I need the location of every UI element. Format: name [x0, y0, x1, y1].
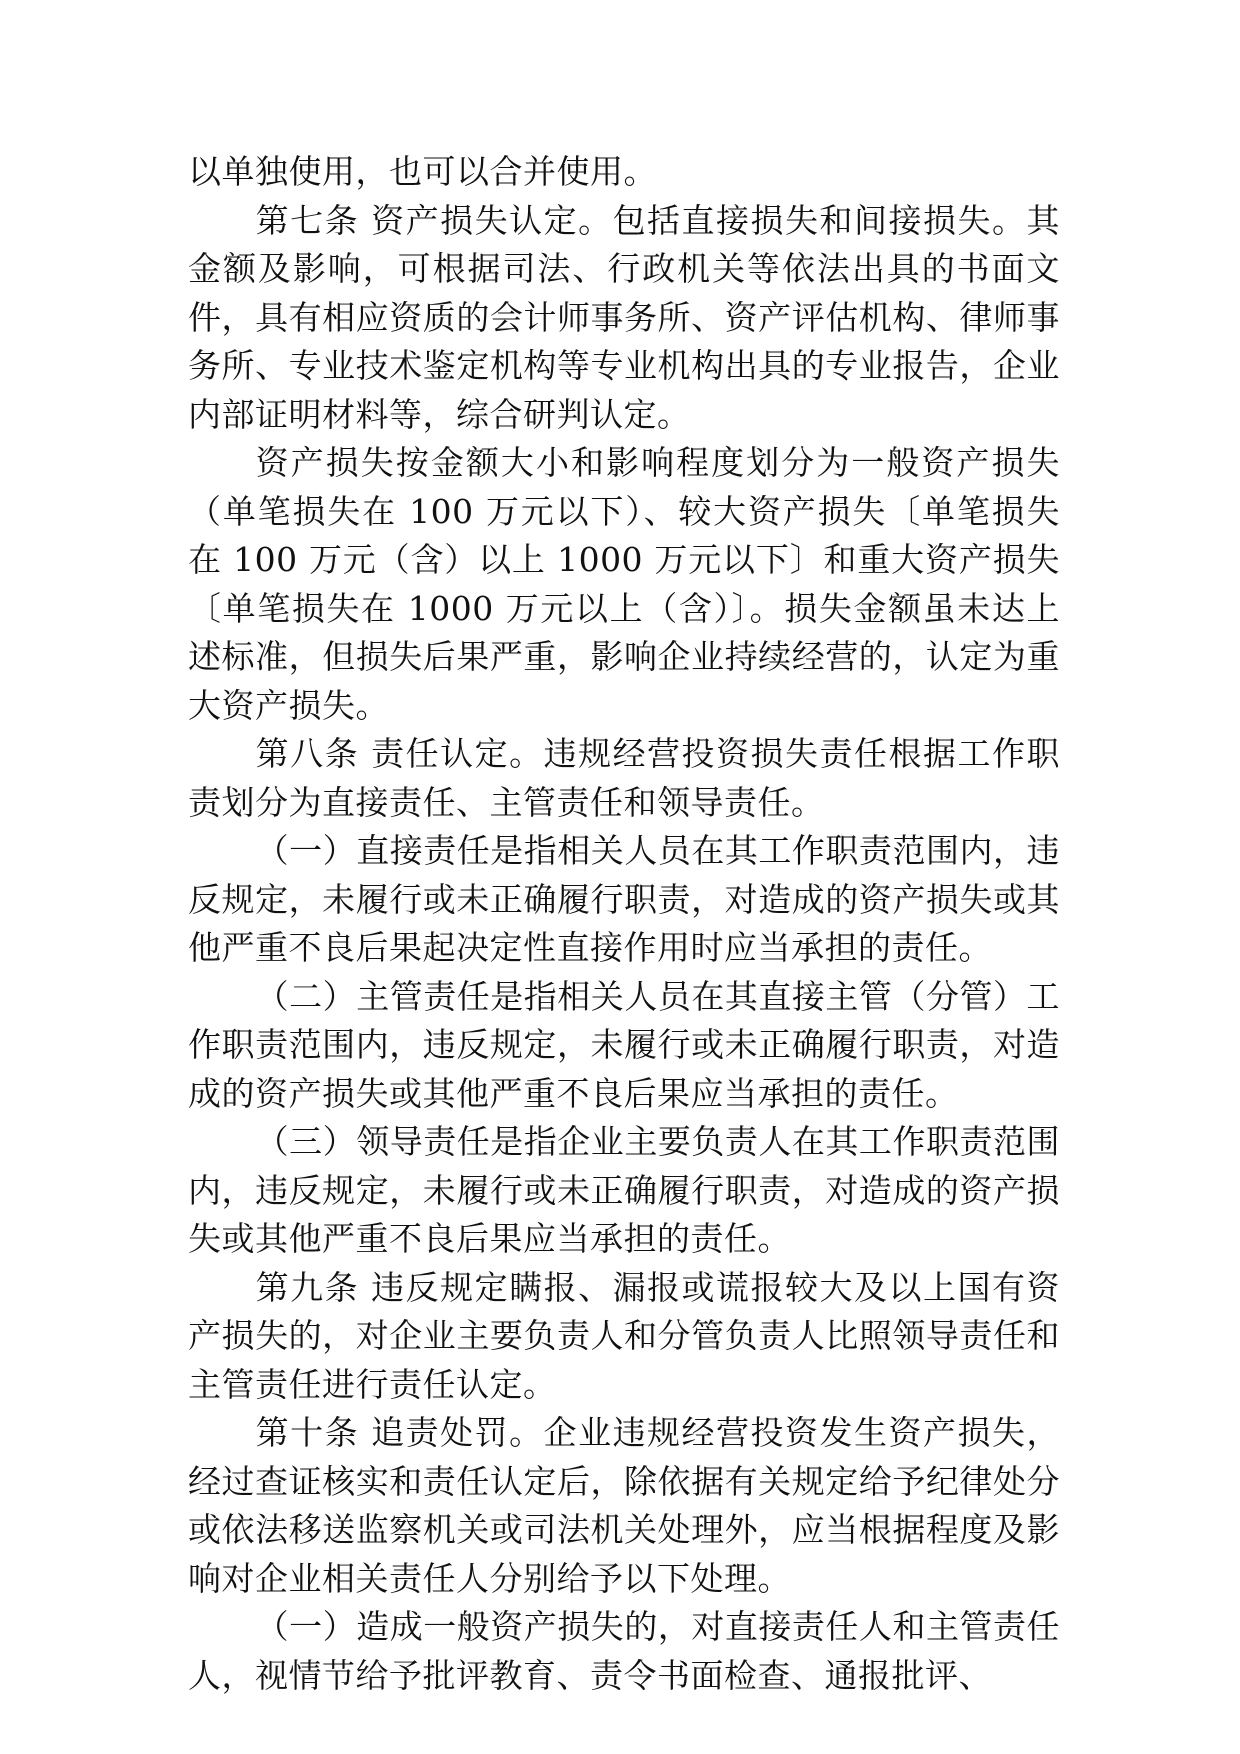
paragraph-article-7: 第七条 资产损失认定。包括直接损失和间接损失。其金额及影响，可根据司法、行政机关等依法出具的书面文件，具有相应资质的会计师事务所、资产评估机构、律师事务所、专业技术鉴定机构等专业机构出具的专业报告，企业内部证明材料等，综合研判认定。 — [188, 200, 1060, 434]
paragraph-direct-responsibility: （一）直接责任是指相关人员在其工作职责范围内，违反规定，未履行或未正确履行职责，对造成的资产损失或其他严重不良后果起决定性直接作用时应当承担的责任。 — [188, 831, 1060, 967]
document-body — [188, 148, 1060, 1700]
paragraph-general-loss-handling: （一）造成一般资产损失的，对直接责任人和主管责任人，视情节给予批评教育、责令书面检查、通报批评、 — [188, 1607, 1060, 1695]
paragraph-continuation: 以单独使用，也可以合并使用。 — [188, 152, 657, 191]
paragraph-article-10: 第十条 追责处罚。企业违规经营投资发生资产损失，经过查证核实和责任认定后，除依据有关规定给予纪律处分或依法移送监察机关或司法机关处理外，应当根据程度及影响对企业相关责任人分别给予以下处理。 — [188, 1413, 1060, 1598]
paragraph-supervisory-responsibility: （二）主管责任是指相关人员在其直接主管（分管）工作职责范围内，违反规定，未履行或未正确履行职责，对造成的资产损失或其他严重不良后果应当承担的责任。 — [188, 976, 1060, 1113]
paragraph-article-9: 第九条 违反规定瞒报、漏报或谎报较大及以上国有资产损失的，对企业主要负责人和分管负责人比照领导责任和主管责任进行责任认定。 — [188, 1267, 1060, 1404]
paragraph-loss-classification: 资产损失按金额大小和影响程度划分为一般资产损失（单笔损失在 100 万元以下）、较大资产损失〔单笔损失在 100 万元（含）以上 1000 万元以下〕和重大资产损失〔单笔损失在 1000 万元以上（含）〕。损失金额虽未达上述标准，但损失后果严重，影响企业持续经营的，认定为重大资产损失。 — [188, 443, 1060, 725]
paragraph-leadership-responsibility: （三）领导责任是指企业主要负责人在其工作职责范围内，违反规定，未履行或未正确履行职责，对造成的资产损失或其他严重不良后果应当承担的责任。 — [188, 1122, 1060, 1258]
paragraph-article-8: 第八条 责任认定。违规经营投资损失责任根据工作职责划分为直接责任、主管责任和领导责任。 — [188, 734, 1060, 822]
